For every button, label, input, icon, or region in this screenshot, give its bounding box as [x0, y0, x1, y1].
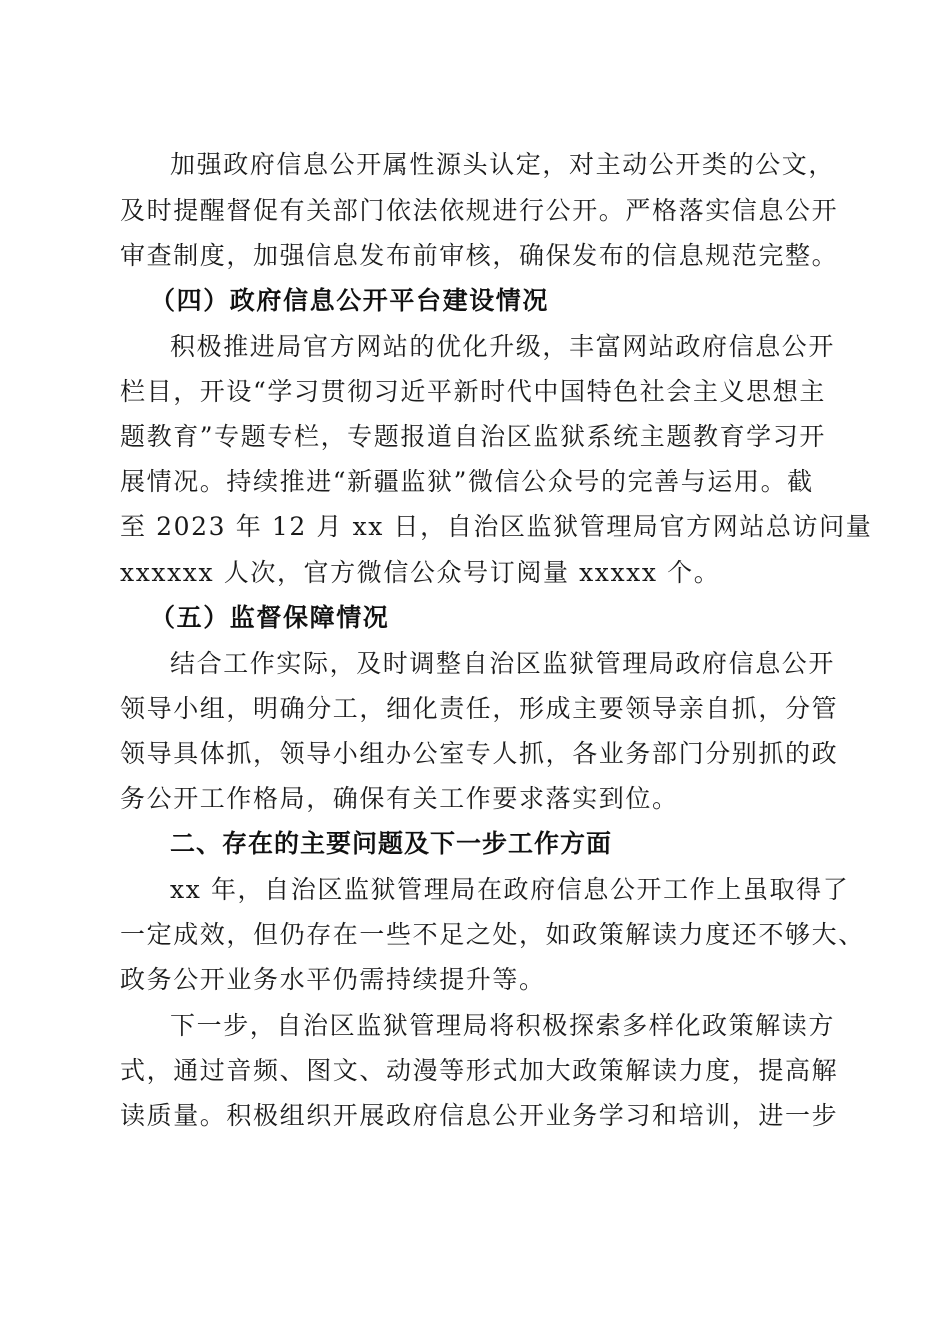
section-4-heading: （四）政府信息公开平台建设情况	[150, 286, 550, 315]
paragraph-1-line-3: 审查制度，加强信息发布前审核，确保发布的信息规范完整。	[120, 241, 839, 270]
section-4-line-5: 至 2023 年 12 月 xx 日，自治区监狱管理局官方网站总访问量	[120, 512, 873, 541]
chapter-2-heading: 二、存在的主要问题及下一步工作方面	[170, 829, 613, 858]
paragraph-1-line-2: 及时提醒督促有关部门依法依规进行公开。严格落实信息公开	[120, 196, 839, 225]
section-5-line-1: 结合工作实际，及时调整自治区监狱管理局政府信息公开	[170, 649, 836, 678]
section-4-line-2: 栏目，开设“学习贯彻习近平新时代中国特色社会主义思想主	[120, 377, 826, 406]
chapter-2-para-a-line-3: 政务公开业务水平仍需持续提升等。	[120, 965, 546, 994]
chapter-2-para-a-line-1: xx 年，自治区监狱管理局在政府信息公开工作上虽取得了	[170, 875, 850, 904]
section-5-line-2: 领导小组，明确分工，细化责任，形成主要领导亲自抓，分管	[120, 694, 839, 723]
chapter-2-para-b-line-1: 下一步，自治区监狱管理局将积极探索多样化政策解读方	[170, 1011, 836, 1040]
chapter-2-para-b-line-3: 读质量。积极组织开展政府信息公开业务学习和培训，进一步	[120, 1101, 839, 1130]
paragraph-1-line-1: 加强政府信息公开属性源头认定，对主动公开类的公文，	[170, 150, 836, 179]
section-4-line-6: xxxxxx 人次，官方微信公众号订阅量 xxxxx 个。	[120, 558, 721, 587]
section-4-line-3: 题教育”专题专栏，专题报道自治区监狱系统主题教育学习开	[120, 422, 826, 451]
section-5-line-3: 领导具体抓，领导小组办公室专人抓，各业务部门分别抓的政	[120, 739, 839, 768]
section-5-heading: （五）监督保障情况	[150, 603, 390, 632]
chapter-2-para-b-line-2: 式，通过音频、图文、动漫等形式加大政策解读力度，提高解	[120, 1056, 839, 1085]
chapter-2-para-a-line-2: 一定成效，但仍存在一些不足之处，如政策解读力度还不够大、	[120, 920, 865, 949]
section-5-line-4: 务公开工作格局，确保有关工作要求落实到位。	[120, 784, 679, 813]
section-4-line-4: 展情况。持续推进“新疆监狱”微信公众号的完善与运用。截	[120, 467, 814, 496]
section-4-line-1: 积极推进局官方网站的优化升级，丰富网站政府信息公开	[170, 332, 836, 361]
